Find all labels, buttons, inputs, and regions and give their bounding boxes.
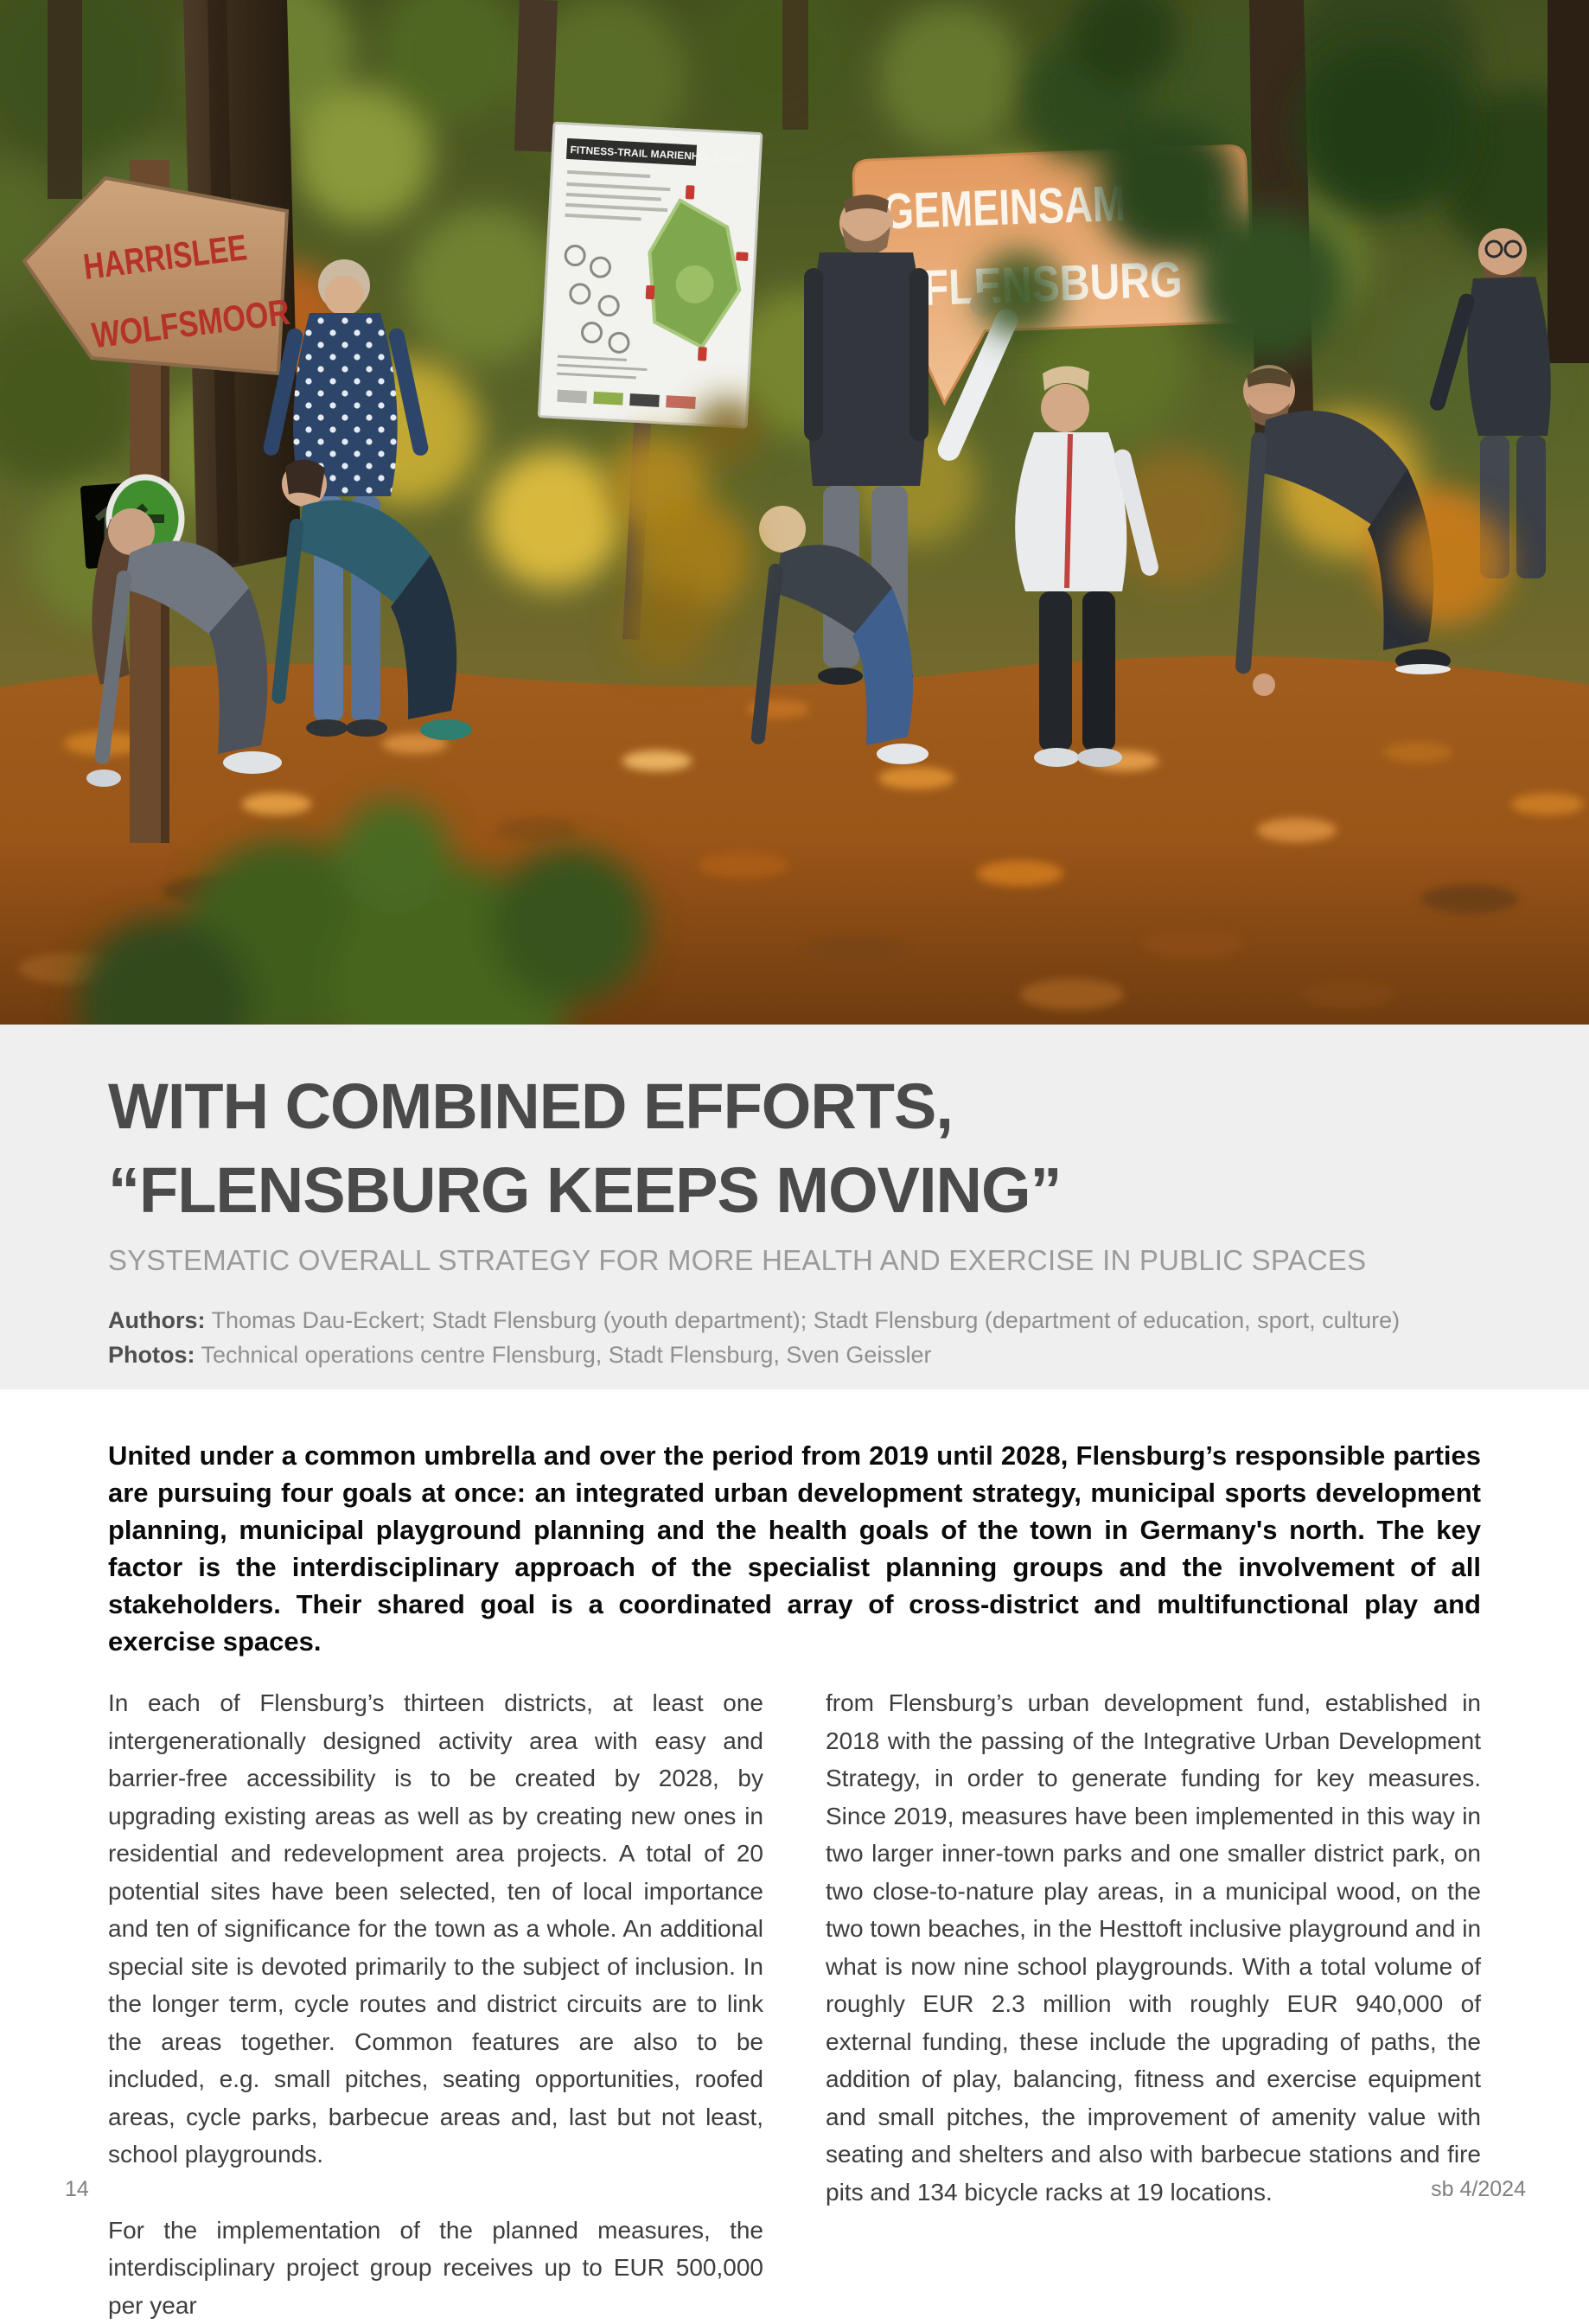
photos-value: Technical operations centre Flensburg, Stadt Flensburg, Sven Geissler	[201, 1342, 932, 1368]
article-subtitle: SYSTEMATIC OVERALL STRATEGY FOR MORE HEALTH AND EXERCISE IN PUBLIC SPACES	[108, 1244, 1481, 1277]
body-paragraph: For the implementation of the planned measures, the interdisciplinary project group receives up to EUR 500,000 per year	[108, 2212, 763, 2324]
column-right	[826, 1684, 1481, 2324]
intro-paragraph: United under a common umbrella and over the period from 2019 until 2028, Flensburg’s responsible parties are pursuing four goals at once: an integrated urban development strategy, municipal sports development planning, municipal playground planning and the health goals of the town in Germany's north. The key factor is the interdisciplinary approach of the specialist planning groups and the involvement of all stakeholders. Their shared goal is a coordinated array of cross-district and multifunctional play and exercise spaces.	[108, 1437, 1481, 1660]
trail-sign-text-line2: WOLFSMOOR	[90, 291, 292, 356]
hero-photo	[0, 0, 1589, 1025]
body-paragraph: from Flensburg’s urban development fund, established in 2018 with the passing of the Integrative Urban Development Strategy, in order to generate funding for key measures. Since 2019, measures have been implemented in this way in two larger inner-town parks and one smaller district park, on two close-to-nature play areas, in a municipal wood, on the two town beaches, in the Hesttoft inclusive playground and in what is now nine school playgrounds. With a total volume of roughly EUR 2.3 million with roughly EUR 940,000 of external funding, these include the upgrading of paths, the addition of play, balancing, fitness and exercise equipment and small pitches, the improvement of amenity value with seating and shelters and also with barbecue stations and fire pits and 134 bicycle racks at 19 locations.	[826, 1684, 1481, 2211]
page-number: 14	[65, 2177, 89, 2202]
article-title-line1: WITH COMBINED EFFORTS,	[108, 1064, 1481, 1148]
photos-line	[108, 1338, 1481, 1372]
info-board-title: FITNESS-TRAIL MARIENHÖLZUNG	[570, 143, 743, 164]
authors-value: Thomas Dau-Eckert; Stadt Flensburg (youth department); Stadt Flensburg (department of education, sport, culture)	[212, 1307, 1401, 1333]
credits-block	[108, 1303, 1481, 1372]
column-left	[108, 1684, 763, 2324]
body-paragraph: In each of Flensburg’s thirteen districts, at least one intergenerationally designed activity area with easy and barrier-free accessibility is to be created by 2028, by upgrading existing areas as well as by creating new ones in residential and redevelopment area projects. A total of 20 potential sites have been selected, ten of local importance and ten of significance for the town as a whole. An additional special site is devoted primarily to the subject of inclusion. In the longer term, cycle routes and district circuits are to link the areas together. Common features are also to be included, e.g. small pitches, seating opportunities, roofed areas, cycle parks, barbecue areas and, last but not least, school playgrounds.	[108, 1684, 763, 2174]
hero-photo-art	[0, 0, 1589, 1025]
authors-line	[108, 1303, 1481, 1338]
bubble-text-line1: GEMEINSAM FÜR	[883, 172, 1218, 239]
trail-sign-text-line1: HARRISLEE	[81, 227, 249, 287]
issue-label: sb 4/2024	[1431, 2177, 1526, 2202]
article-title	[108, 1064, 1481, 1232]
bubble-text-line2: FLENSBURG	[922, 252, 1184, 316]
article-title-line2: “FLENSBURG KEEPS MOVING”	[108, 1148, 1481, 1232]
body-columns	[108, 1684, 1481, 2324]
title-block	[0, 1025, 1589, 1389]
authors-label: Authors:	[108, 1307, 205, 1333]
photos-label: Photos:	[108, 1342, 195, 1368]
